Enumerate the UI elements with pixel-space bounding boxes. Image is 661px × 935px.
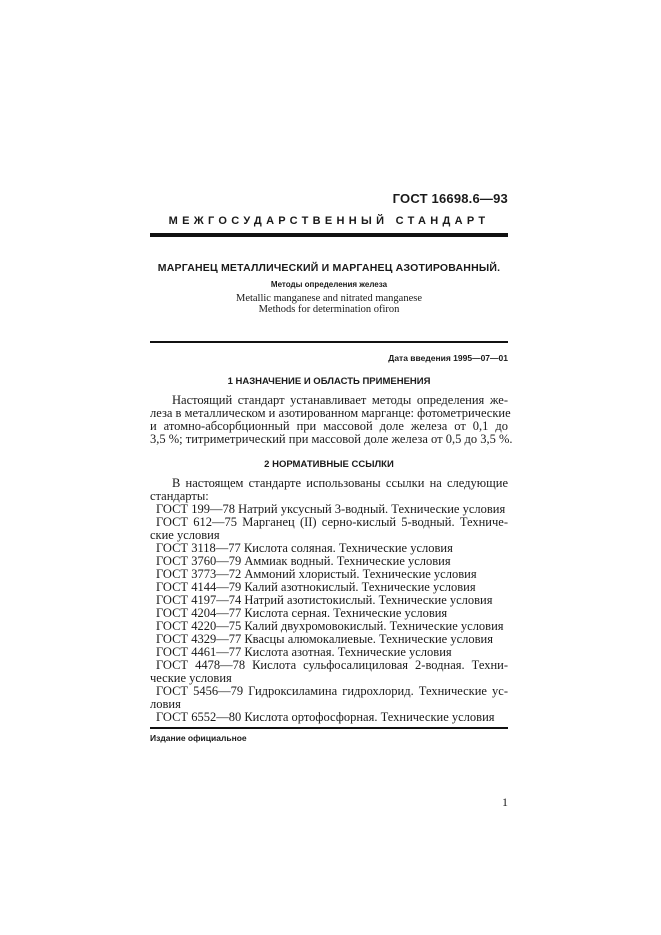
document-title: МАРГАНЕЦ МЕТАЛЛИЧЕСКИЙ И МАРГАНЕЦ АЗОТИРОВАННЫЙ. [157, 262, 501, 274]
section-1-heading: 1 НАЗНАЧЕНИЕ И ОБЛАСТЬ ПРИМЕНЕНИЯ [227, 376, 431, 387]
paragraph-line: В настоящем стандарте использованы ссылки на следующие [172, 476, 508, 490]
paragraph-line: и атомно-абсорбционный при массовой доле железа от 0,1 до [150, 419, 508, 433]
section-2-heading: 2 НОРМАТИВНЫЕ ССЫЛКИ [264, 459, 394, 470]
paragraph-line: Настоящий стандарт устанавливает методы определения же- [172, 393, 508, 407]
reference-line: ГОСТ 6552—80 Кислота ортофосфорная. Технические условия [156, 710, 495, 724]
reference-line: ГОСТ 4204—77 Кислота серная. Технические условия [156, 606, 448, 620]
paragraph-line: 3,5 %; титриметрический при массовой доле железа от 0,5 до 3,5 %. [150, 432, 513, 446]
paragraph-line: стандарты: [150, 489, 209, 503]
paragraph-line: леза в металлическом и азотированном марганце: фотометрические [150, 406, 511, 420]
title-divider [150, 341, 508, 343]
english-title-line: Metallic manganese and nitrated manganese [235, 293, 422, 304]
document-number: ГОСТ 16698.6—93 [392, 191, 508, 206]
reference-line: ГОСТ 4478—78 Кислота сульфосалициловая 2-водная. Техни- [156, 658, 508, 672]
reference-line: ГОСТ 4461—77 Кислота азотная. Технические условия [156, 645, 452, 659]
introduction-date: Дата введения 1995—07—01 [388, 353, 508, 363]
footer-divider [150, 727, 508, 729]
reference-line: ские условия [150, 528, 220, 542]
reference-line: ГОСТ 5456—79 Гидроксиламина гидрохлорид. Технические ус- [156, 684, 508, 698]
english-title-line: Methods for determination ofiron [258, 304, 400, 315]
reference-line: ГОСТ 4220—75 Калий двухромовокислый. Технические условия [156, 619, 504, 633]
page-number: 1 [502, 795, 508, 809]
edition-label: Издание официальное [150, 733, 247, 743]
reference-line: ГОСТ 3760—79 Аммиак водный. Технические условия [156, 554, 451, 568]
header-divider [150, 233, 508, 237]
reference-line: ловия [150, 697, 181, 711]
reference-line: ГОСТ 4329—77 Квасцы алюмокалиевые. Технические условия [156, 632, 493, 646]
reference-line: ческие условия [150, 671, 232, 685]
standard-type-heading: МЕЖГОСУДАРСТВЕННЫЙ СТАНДАРТ [168, 215, 490, 227]
reference-line: ГОСТ 3773—72 Аммоний хлористый. Технические условия [156, 567, 477, 581]
reference-line: ГОСТ 4197—74 Натрий азотистокислый. Технические условия [156, 593, 493, 607]
reference-line: ГОСТ 199—78 Натрий уксусный 3-водный. Технические условия [156, 502, 506, 516]
reference-line: ГОСТ 612—75 Марганец (II) серно-кислый 5-водный. Техниче- [156, 515, 508, 529]
document-subtitle: Методы определения железа [270, 280, 388, 289]
reference-line: ГОСТ 3118—77 Кислота соляная. Технические условия [156, 541, 453, 555]
reference-line: ГОСТ 4144—79 Калий азотнокислый. Технические условия [156, 580, 476, 594]
